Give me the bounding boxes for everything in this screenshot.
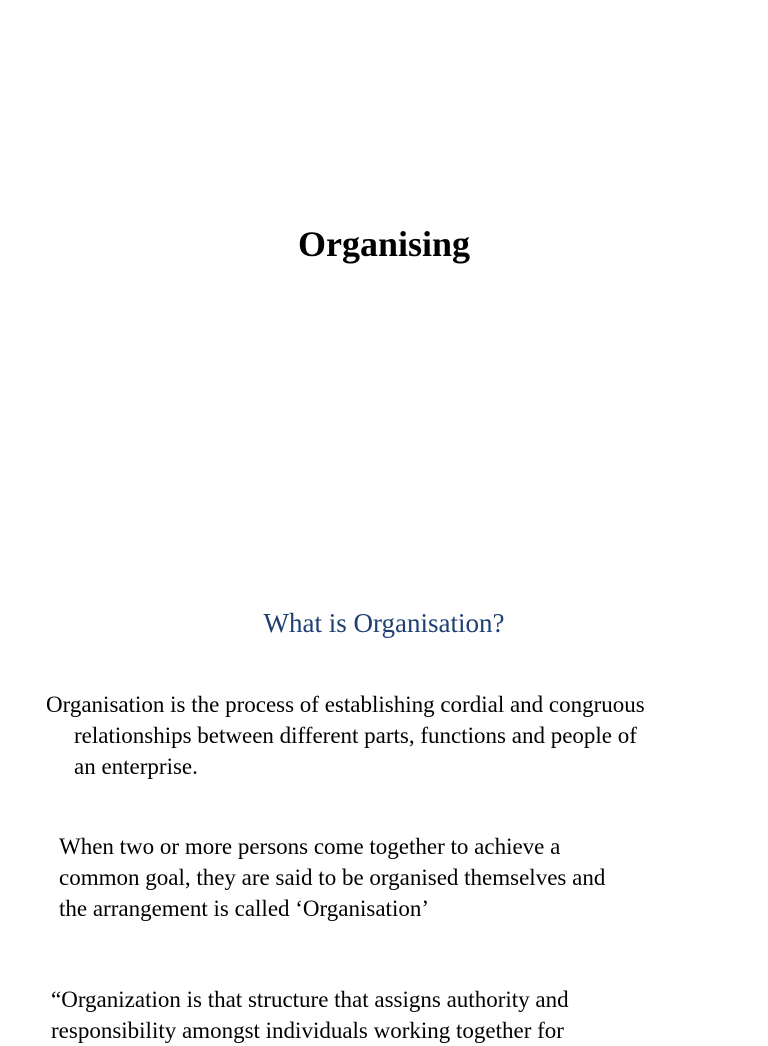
quote-line-2: responsibility amongst individuals working together for <box>51 1018 564 1043</box>
quote-line-1: “Organization is that structure that assigns authority and <box>51 987 569 1012</box>
quote-paragraph <box>51 984 751 1046</box>
section-heading: What is Organisation? <box>263 608 505 638</box>
slide-title: Organising <box>297 224 471 264</box>
definition-paragraph <box>46 689 736 782</box>
definition-line-3: an enterprise. <box>74 754 198 779</box>
definition-line-2: relationships between different parts, functions and people of <box>74 723 637 748</box>
explanation-line-3: the arrangement is called ‘Organisation’ <box>59 896 429 921</box>
explanation-paragraph <box>59 831 739 924</box>
explanation-line-1: When two or more persons come together to achieve a <box>59 834 561 859</box>
definition-line-1: Organisation is the process of establishing cordial and congruous <box>46 692 645 717</box>
explanation-line-2: common goal, they are said to be organised themselves and <box>59 865 606 890</box>
